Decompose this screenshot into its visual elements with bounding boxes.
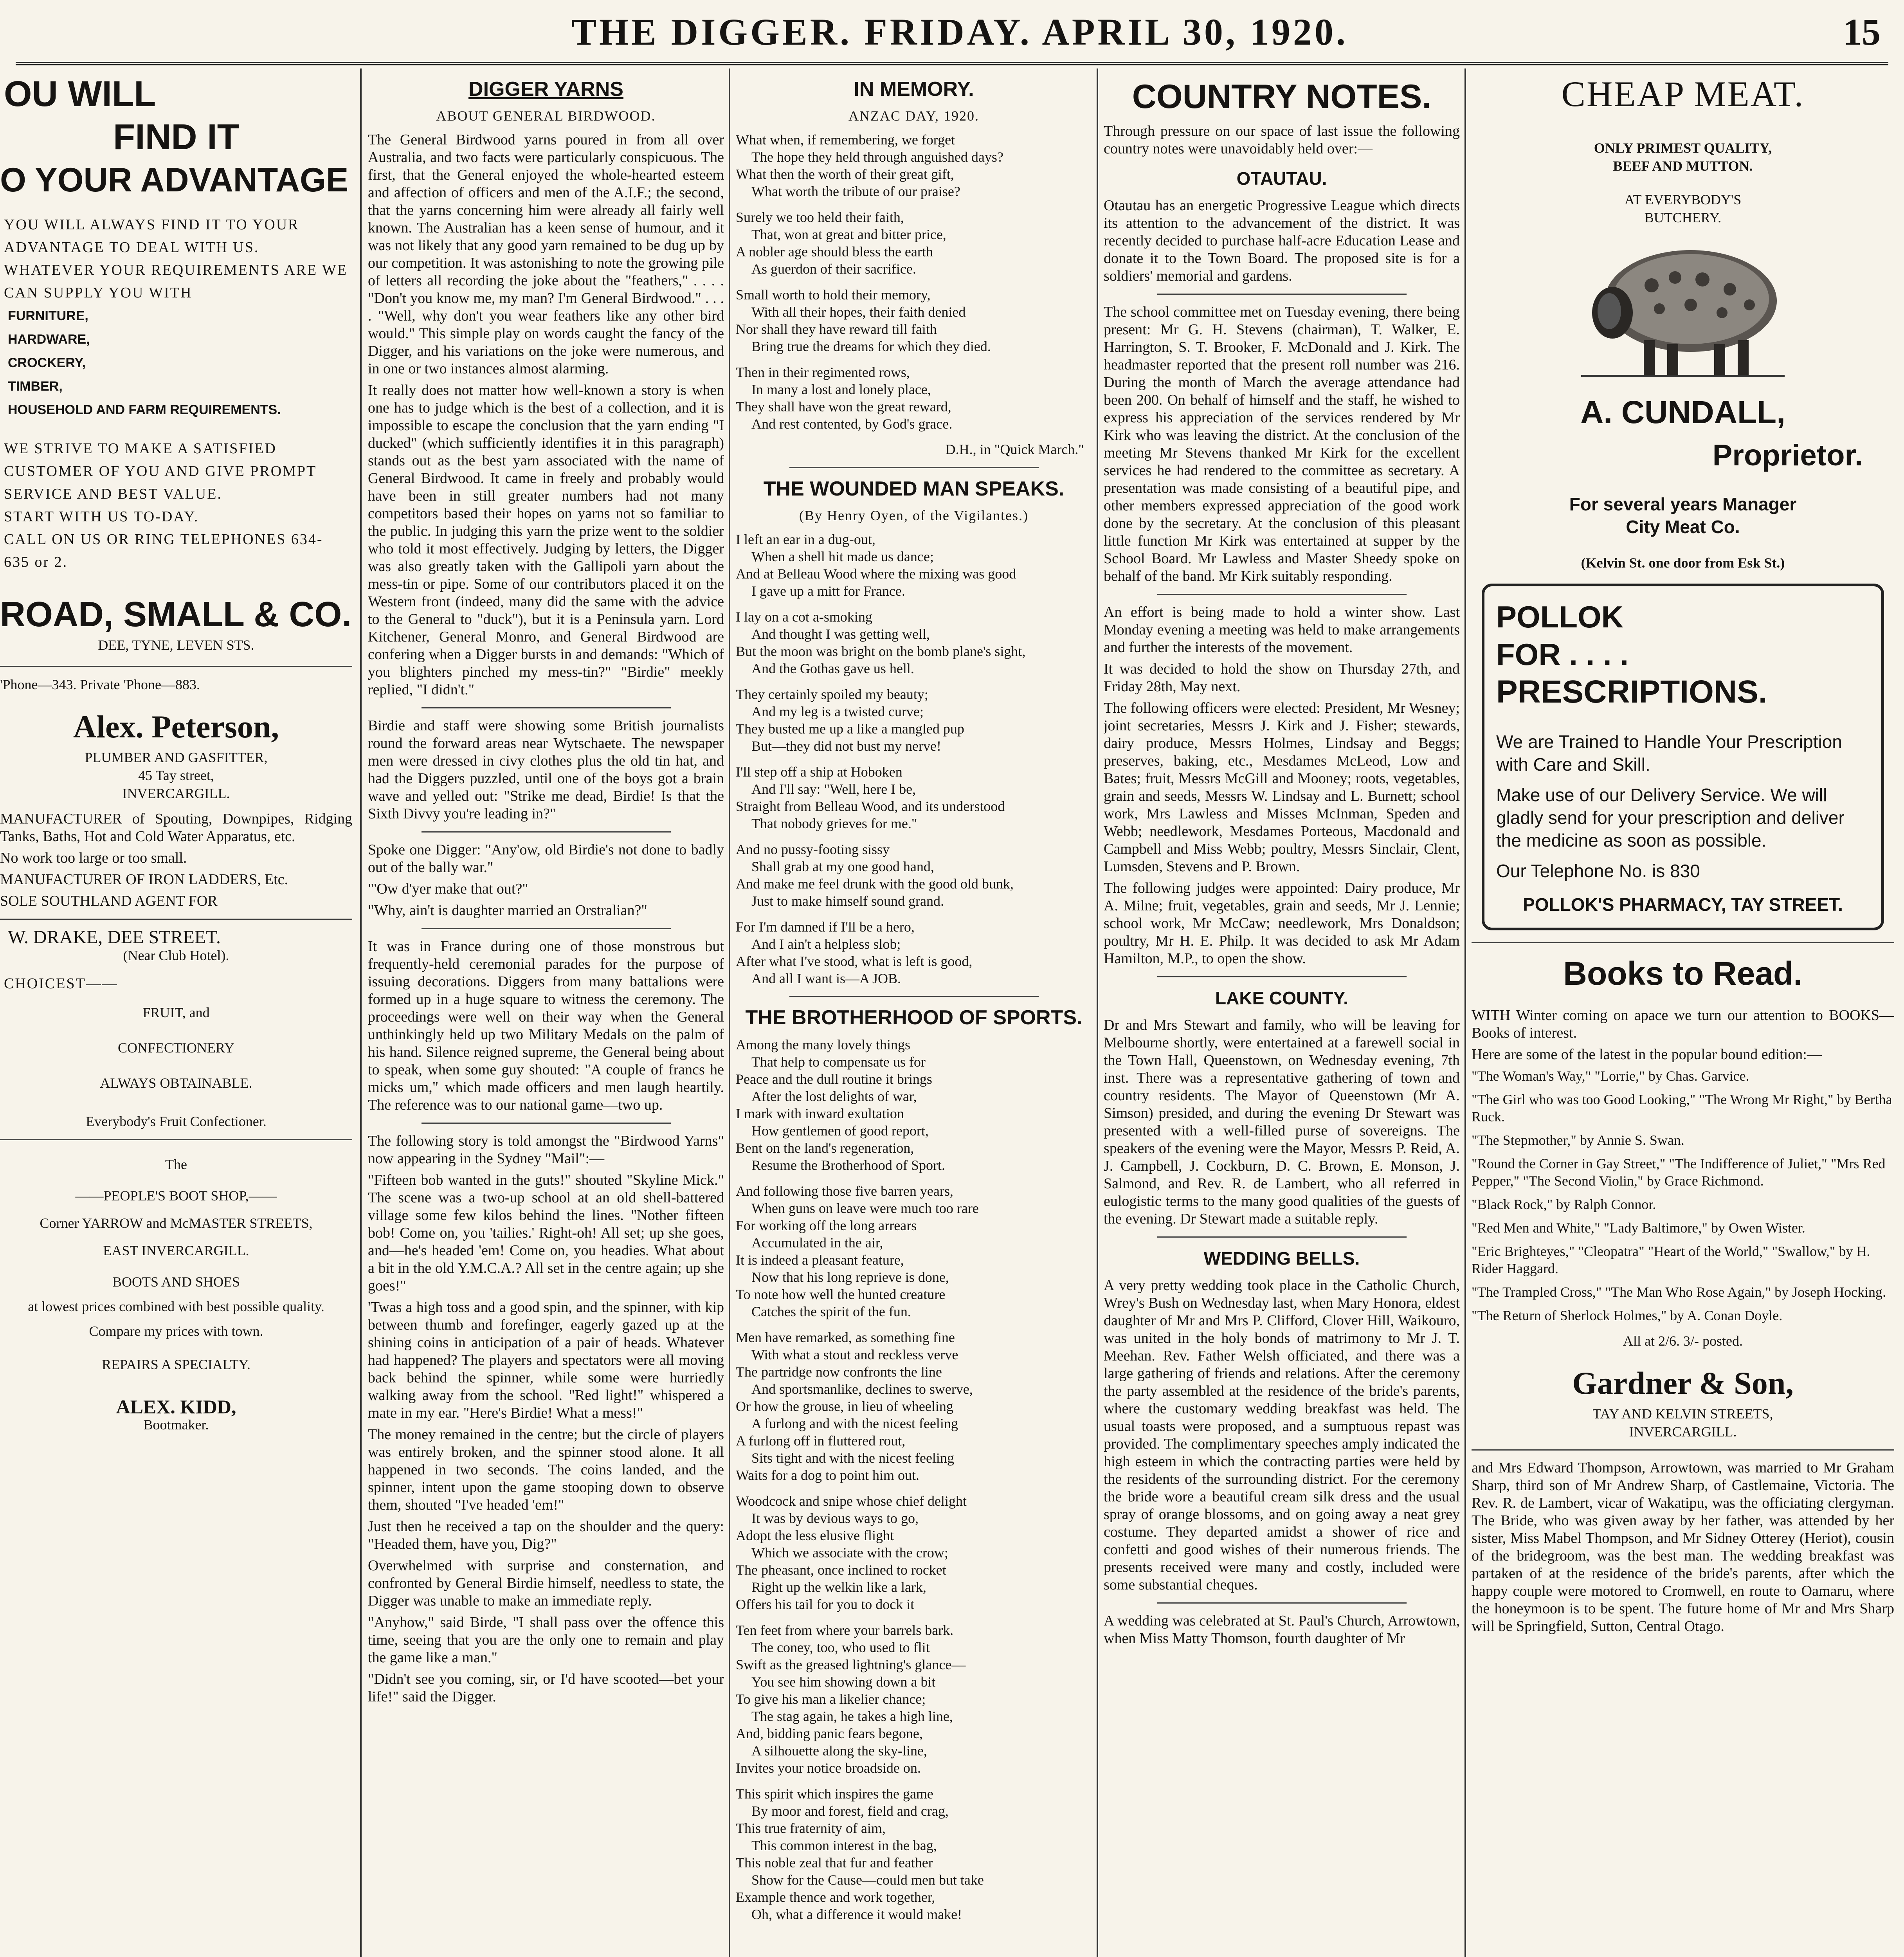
- ad-line: EAST INVERCARGILL.: [103, 1243, 249, 1258]
- ad-line: ONLY PRIMEST QUALITY,: [1594, 140, 1772, 156]
- verse: [736, 531, 1092, 600]
- verse-line: This noble zeal that fur and feather: [736, 1855, 933, 1871]
- book-item: "Red Men and White," "Lady Baltimore," by Owen Wister.: [1472, 1220, 1805, 1236]
- ad-line: Compare my prices with town.: [89, 1323, 263, 1339]
- verse-line: Adopt the less elusive flight: [736, 1528, 894, 1543]
- verse-line: By moor and forest, field and crag,: [751, 1803, 949, 1819]
- article-paragraph: It was in France during one of those monstrous but frequently-held ceremonial parades for the purpose of issuing decorations. Diggers from many battalions were formed up in a huge square to witness the ceremony. The proceedings were well on their way when the General unthinkingly held up two Military Medals on the palm of his hand. Silence reigned supreme, the General being about to speak, when some guy shouted: "A couple of francs he micks um," which made officers and men laugh heartily. The reference was to our national game—two up.: [368, 938, 724, 1113]
- ad-heading: Books to Read.: [1563, 955, 1803, 992]
- verse-line: Woodcock and snipe whose chief delight: [736, 1493, 967, 1509]
- ad-company-name: Gardner & Son,: [1572, 1365, 1794, 1401]
- article-paragraph: "'Ow d'yer make that out?": [368, 881, 528, 897]
- column-rule: [360, 68, 362, 1957]
- ad-line: at lowest prices combined with best possible quality.: [28, 1299, 324, 1314]
- ad-item: FURNITURE,: [8, 308, 88, 323]
- ad-company-name: W. DRAKE, DEE STREET.: [8, 927, 221, 948]
- ad-line: FRUIT, and: [142, 1005, 210, 1020]
- article-paragraph: It was decided to hold the show on Thursday 27th, and Friday 28th, May next.: [1104, 661, 1460, 695]
- verse-line: You see him showing down a bit: [751, 1674, 936, 1690]
- verse-line: Small worth to hold their memory,: [736, 287, 931, 303]
- poem-subtitle: (By Henry Oyen, of the Vigilantes.): [799, 508, 1029, 523]
- verse-line: And the Gothas gave us hell.: [751, 661, 914, 676]
- ad-line: ——PEOPLE'S BOOT SHOP,——: [75, 1188, 277, 1204]
- verse-line: To give his man a likelier chance;: [736, 1691, 926, 1707]
- ad-line: 45 Tay street,: [138, 768, 214, 783]
- verse-line: Oh, what a difference it would make!: [751, 1907, 962, 1922]
- verse-line: They certainly spoiled my beauty;: [736, 687, 928, 702]
- verse-line: To note how well the hunted creature: [736, 1287, 946, 1302]
- verse-line: What then the worth of their great gift,: [736, 166, 954, 182]
- article-paragraph: Otautau has an energetic Progressive League which directs its attention to the advancement of the district. It was recently decided to purchase half-acre Education Lease and donate it to the Town Board. The proposed site is for a soldiers' memorial and gardens.: [1104, 197, 1460, 284]
- verse-line: Among the many lovely things: [736, 1037, 910, 1052]
- verse-line: Waits for a dog to point him out.: [736, 1467, 920, 1483]
- sheep-icon: [1573, 234, 1792, 383]
- verse-line: In many a lost and lonely place,: [751, 382, 931, 397]
- ad-body: Make use of our Delivery Service. We will gladly send for your prescription and deliver the medicine as soon as possible.: [1496, 785, 1845, 851]
- verse: [736, 1329, 1092, 1484]
- verse-line: A silhouette along the sky-line,: [751, 1743, 927, 1759]
- verse-line: Right up the welkin like a lark,: [751, 1579, 926, 1595]
- verse-line: Catches the spirit of the fun.: [751, 1304, 911, 1319]
- ad-heading: CHEAP MEAT.: [1561, 74, 1805, 114]
- ad-role: Proprietor.: [1712, 439, 1863, 472]
- book-item: "The Stepmother," by Annie S. Swan.: [1472, 1132, 1684, 1148]
- article-paragraph: "Anyhow," said Birde, "I shall pass over the offence this time, seeing that you are the only one to remain and play the game like a man.": [368, 1614, 724, 1666]
- ad-line: REPAIRS A SPECIALTY.: [102, 1357, 250, 1372]
- verse: [736, 1622, 1092, 1777]
- verse-line: The stag again, he takes a high line,: [751, 1708, 953, 1724]
- ad-body: WE STRIVE TO MAKE A SATISFIED CUSTOMER OF YOU AND GIVE PROMPT SERVICE AND BEST VALUE.: [4, 440, 317, 502]
- verse-line: And my leg is a twisted curve;: [751, 704, 924, 719]
- article-title: DIGGER YARNS: [468, 78, 623, 101]
- article-paragraph: and Mrs Edward Thompson, Arrowtown, was married to Mr Graham Sharp, third son of Mr Andrew Sharp, of Castlemaine, Victoria. The Rev. R. de Lambert, vicar of Wakatipu, was the officiating clergyman. The Bride, who was given away by her father, was attended by her sister, Miss Mabel Thompson, and Mr Sidney Otterey (Heriot), cousin of the bridegroom, was the best man. The wedding breakfast was partaken of at the residence of the bride's parents, after which the happy couple were motored to Cromwell, en route to Oamaru, where the honeymoon is to be spent. The future home of Mr and Mrs Sharp will be Springfield, Sutton, Central Otago.: [1472, 1460, 1894, 1634]
- poem-in-memory: [736, 131, 1092, 432]
- verse-line: This spirit which inspires the game: [736, 1786, 933, 1802]
- ad-line: The: [165, 1157, 187, 1172]
- article-paragraph: An effort is being made to hold a winter show. Last Monday evening a meeting was held to make arrangements and further the interests of the movement.: [1104, 604, 1460, 656]
- ad-body: Our Telephone No. is 830: [1496, 861, 1700, 881]
- column-rule: [729, 68, 730, 1957]
- verse-line: A furlong and with the nicest feeling: [751, 1416, 958, 1431]
- verse-line: Invites your notice broadside on.: [736, 1760, 921, 1776]
- verse-line: What when, if remembering, we forget: [736, 132, 955, 148]
- verse: [736, 763, 1092, 832]
- verse-line: That help to compensate us for: [751, 1054, 926, 1070]
- verse: [736, 1182, 1092, 1320]
- verse: [736, 364, 1092, 432]
- divider: [789, 467, 1039, 468]
- verse-line: This common interest in the bag,: [751, 1838, 937, 1853]
- verse-line: And sportsmanlike, declines to swerve,: [751, 1381, 973, 1397]
- subsection-title: OTAUTAU.: [1236, 168, 1327, 189]
- ad-address: DEE, TYNE, LEVEN STS.: [98, 637, 254, 653]
- ad-line: For several years Manager: [1569, 494, 1797, 514]
- ad-line: PLUMBER AND GASFITTER,: [85, 750, 268, 765]
- verse-line: When a shell hit made us dance;: [751, 549, 934, 564]
- column-advertisements-left: [0, 68, 352, 1957]
- column-rule: [1464, 68, 1466, 1957]
- verse-line: But the moon was bright on the bomb plane's sight,: [736, 643, 1026, 659]
- ad-heading: POLLOK: [1496, 600, 1623, 634]
- divider: [0, 666, 352, 667]
- divider: [0, 1139, 352, 1140]
- verse-line: Resume the Brotherhood of Sport.: [751, 1157, 945, 1173]
- ad-line: City Meat Co.: [1626, 517, 1740, 537]
- ad-body: YOU WILL ALWAYS FIND IT TO YOUR ADVANTAGE TO DEAL WITH US. WHATEVER YOUR REQUIREMENTS ARE WE CAN SUPPLY YOU WITH: [4, 216, 348, 301]
- verse-line: They shall have won the great reward,: [736, 399, 951, 414]
- poem-title: THE BROTHERHOOD OF SPORTS.: [745, 1006, 1083, 1029]
- ad-body: SOLE SOUTHLAND AGENT FOR: [0, 893, 218, 909]
- ad-phone: 'Phone—343. Private 'Phone—883.: [0, 677, 200, 692]
- road-small-advertisement: [0, 72, 352, 654]
- books-list: [1472, 1067, 1894, 1324]
- column-country-notes: [1104, 68, 1460, 1957]
- verse-line: I lay on a cot a-smoking: [736, 609, 872, 625]
- verse-line: It was by devious ways to go,: [751, 1510, 919, 1526]
- article-paragraph: Dr and Mrs Stewart and family, who will be leaving for Melbourne shortly, were entertained at a farewell social in the Town Hall, Queenstown, on Wednesday evening, 7th inst. There was a representative gathering of town and country residents. The Mayor of Queenstown (Mr A. Simson) presided, and during the evening Dr Stewart was presented with a well-filled purse of sovereigns. The speakers of the evening were the Mayor, Messrs P. Reid, A. J. Campbell, J. Cockburn, D. C. Brown, E. Monson, J. Salmond, and Rev. R. de Lambert, who all referred in eulogistic terms to the many good qualities of the guests of the evening. Dr Stewart made a suitable reply.: [1104, 1017, 1460, 1227]
- verse-line: And make me feel drunk with the good old bunk,: [736, 876, 1014, 892]
- verse-line: I'll step off a ship at Hoboken: [736, 764, 902, 780]
- ad-item: HOUSEHOLD AND FARM REQUIREMENTS.: [8, 402, 281, 417]
- page-number: 15: [1843, 11, 1881, 53]
- column-rule: [1097, 68, 1098, 1957]
- article-paragraph: Overwhelmed with surprise and consternation, and confronted by General Birdie himself, needless to state, the Digger was unable to make an immediate reply.: [368, 1557, 724, 1609]
- verse-line: And thought I was getting well,: [751, 626, 930, 642]
- verse-line: Bring true the dreams for which they died.: [751, 339, 991, 354]
- ad-line: AT EVERYBODY'S: [1624, 192, 1742, 207]
- verse-line: And following those five barren years,: [736, 1183, 953, 1199]
- column-digger-yarns: [368, 68, 724, 1957]
- ad-heading: O YOUR ADVANTAGE: [0, 161, 349, 199]
- ad-line: CHOICEST——: [4, 975, 118, 992]
- article-paragraph: The money remained in the centre; but the circle of players was entirely broken, and the spinner stood alone. It all happened in two seconds. The coins landed, and the spinner, intent upon the game stooping down to observe them, shouted "I've headed 'em!": [368, 1426, 724, 1513]
- ad-line: Everybody's Fruit Confectioner.: [86, 1114, 267, 1129]
- verse: [736, 608, 1092, 677]
- book-item: "The Trampled Cross," "The Man Who Rose Again," by Joseph Hocking.: [1472, 1284, 1886, 1300]
- ad-line: BEEF AND MUTTON.: [1613, 158, 1753, 174]
- verse-line: Offers his tail for you to dock it: [736, 1597, 915, 1612]
- ad-address: INVERCARGILL.: [1629, 1424, 1737, 1440]
- divider: [1157, 1236, 1407, 1238]
- verse-line: They busted me up a like a mangled pup: [736, 721, 964, 737]
- verse-line: The hope they held through anguished days?: [751, 149, 1003, 165]
- ad-heading: FIND IT: [113, 117, 239, 157]
- verse: [736, 841, 1092, 910]
- verse-line: Or how the grouse, in lieu of wheeling: [736, 1398, 953, 1414]
- verse-line: With what a stout and reckless verve: [751, 1347, 958, 1362]
- article-paragraph: The following story is told amongst the "Birdwood Yarns" now appearing in the Sydney "Mail":—: [368, 1133, 724, 1167]
- divider: [789, 996, 1039, 997]
- verse-line: Example thence and work together,: [736, 1889, 935, 1905]
- peterson-advertisement: [0, 676, 352, 910]
- verse-line: Now that his long reprieve is done,: [751, 1269, 949, 1285]
- ad-heading: FOR . . . .: [1496, 637, 1629, 672]
- verse-line: Peace and the dull routine it brings: [736, 1071, 932, 1087]
- divider: [1157, 294, 1407, 295]
- ad-line: (Near Club Hotel).: [123, 948, 229, 963]
- article-paragraph: "Didn't see you coming, sir, or I'd have scooted—bet your life!" said the Digger.: [368, 1671, 724, 1705]
- kidd-advertisement: [0, 1149, 352, 1434]
- divider: [422, 928, 671, 929]
- verse-line: That, won at great and bitter price,: [751, 227, 946, 242]
- ad-line: ALWAYS OBTAINABLE.: [100, 1075, 252, 1091]
- divider: [0, 919, 352, 920]
- poem-title: IN MEMORY.: [854, 78, 974, 101]
- pollok-advertisement: [1482, 584, 1884, 930]
- divider: [1157, 594, 1407, 595]
- ad-body: We are Trained to Handle Your Prescription with Care and Skill.: [1496, 732, 1842, 775]
- verse-line: I gave up a mitt for France.: [751, 583, 905, 599]
- gardner-advertisement: [1472, 952, 1894, 1441]
- verse-line: That nobody grieves for me.": [751, 816, 917, 831]
- verse: [736, 1785, 1092, 1923]
- verse-line: But—they did not bust my nerve!: [751, 738, 941, 754]
- divider: [422, 831, 671, 833]
- ad-address: TAY AND KELVIN STREETS,: [1592, 1406, 1773, 1422]
- verse-line: I mark with inward exultation: [736, 1106, 904, 1121]
- ad-line: BUTCHERY.: [1644, 210, 1722, 225]
- verse-line: And I'll say: "Well, here I be,: [751, 781, 916, 797]
- ad-heading: OU WILL: [4, 74, 156, 114]
- verse-line: It is indeed a pleasant feature,: [736, 1252, 904, 1268]
- verse-line: What worth the tribute of our praise?: [751, 184, 960, 199]
- column-advertisements-right: [1472, 68, 1894, 1957]
- verse-line: A nobler age should bless the earth: [736, 244, 933, 259]
- verse-line: A furlong off in fluttered rout,: [736, 1433, 906, 1449]
- ad-company-name: A. CUNDALL,: [1580, 395, 1785, 430]
- verse: [736, 918, 1092, 987]
- verse: [736, 1036, 1092, 1174]
- verse-line: Which we associate with the crow;: [751, 1545, 948, 1561]
- verse-line: And all I want is—A JOB.: [751, 971, 901, 986]
- verse-line: This true fraternity of aim,: [736, 1820, 886, 1836]
- verse-line: The partridge now confronts the line: [736, 1364, 942, 1380]
- verse: [736, 686, 1092, 755]
- book-item: "Black Rock," by Ralph Connor.: [1472, 1197, 1656, 1212]
- ad-company-name: ROAD, SMALL & CO.: [0, 595, 352, 634]
- verse-line: And rest contented, by God's grace.: [751, 416, 953, 432]
- subsection-title: LAKE COUNTY.: [1215, 988, 1348, 1008]
- article-paragraph: 'Twas a high toss and a good spin, and the spinner, with kip between thumb and forefinger, eagerly gazed up at the shining coins in anticipation of a pair of heads. Whatever had happened? The players and spectators were all moving back behind the spinner, while some were hurriedly walking away from the school. "Red light!" whispered a mate in my ear. "Here's Birdie! What a mess!": [368, 1299, 724, 1421]
- divider: [422, 707, 671, 708]
- book-item: "The Girl who was too Good Looking," "The Wrong Mr Right," by Bertha Ruck.: [1472, 1092, 1892, 1124]
- ad-item: HARDWARE,: [8, 332, 90, 347]
- ad-body: WITH Winter coming on apace we turn our attention to BOOKS—Books of interest.: [1472, 1007, 1894, 1041]
- subsection-title: WEDDING BELLS.: [1203, 1248, 1360, 1269]
- verse-line: The pheasant, once inclined to rocket: [736, 1562, 946, 1578]
- ad-line: BOOTS AND SHOES: [112, 1274, 240, 1290]
- verse-line: Nor shall they have reward till faith: [736, 321, 937, 337]
- divider: [422, 1123, 671, 1124]
- book-item: "The Woman's Way," "Lorrie," by Chas. Garvice.: [1472, 1068, 1749, 1084]
- article-paragraph: The General Birdwood yarns poured in from all over Australia, and two facts were particularly conspicuous. The first, that the General enjoyed the whole-hearted esteem and affection of officers and men of the A.I.F.; the second, that the yarns concerning him were already all fairly well known. The Australian has a keen sense of humour, and it was not likely that any good yarn remained to be dug up by our competition. It was astonishing to note the growing pile of letters all recording the joke about the "feathers," . . . . "Don't you know me, my man? I'm General Birdwood." . . . . "Well, why don't you wear feathers like any other bird would." This simple play on words caught the fancy of the Digger, and his variations on the joke were numerous, and in one or two instances almost alarming.: [368, 132, 724, 377]
- article-subtitle: ABOUT GENERAL BIRDWOOD.: [436, 108, 656, 124]
- cundall-advertisement: [1472, 72, 1894, 572]
- masthead: [16, 3, 1888, 65]
- verse-line: Surely we too held their faith,: [736, 209, 904, 225]
- verse: [736, 131, 1092, 200]
- verse-line: After the lost delights of war,: [751, 1088, 917, 1104]
- verse-line: Ten feet from where your barrels bark.: [736, 1622, 954, 1638]
- article-paragraph: Just then he received a tap on the shoulder and the query: "Headed them, have you, Dig?": [368, 1518, 724, 1552]
- verse-line: Show for the Cause—could men but take: [751, 1872, 984, 1888]
- verse-line: And, bidding panic fears begone,: [736, 1726, 923, 1741]
- verse-line: Shall grab at my one good hand,: [751, 859, 934, 874]
- book-item: "Eric Brighteyes," "Cleopatra" "Heart of the World," "Swallow," by H. Rider Haggard.: [1472, 1243, 1870, 1276]
- ad-signature: POLLOK'S PHARMACY, TAY STREET.: [1523, 894, 1843, 915]
- verse-line: Just to make himself sound grand.: [751, 893, 944, 909]
- ad-line: INVERCARGILL.: [122, 786, 230, 801]
- ad-company-name: ALEX. KIDD,: [116, 1396, 236, 1418]
- verse-line: Swift as the greased lightning's glance—: [736, 1657, 966, 1672]
- divider: [1157, 976, 1407, 977]
- verse-line: And I ain't a helpless slob;: [751, 936, 901, 952]
- article-paragraph: The school committee met on Tuesday evening, there being present: Mr G. H. Stevens (chairman), T. Walker, E. Harrington, S. T. Brooker, F. McDonald and J. Kirk. The headmaster reported that the present roll number was 216. During the month of March the average attendance had been 200. On behalf of himself and the staff, he wished to express his appreciation of the services rendered by Mr Kirk who was leaving the district. At the conclusion of the meeting Mr Stevens thanked Mr Kirk for the excellent services he had rendered to the committee as secretary. A presentation was made consisting of a beautiful pipe, and other members expressed appreciation of the good work done by the secretary. At the conclusion of this pleasant little function Mr Kirk was entertained at supper by the School Board. Mr Lawless and Master Sheedy spoke on behalf of the band. Mr Kirk suitably responding.: [1104, 304, 1460, 584]
- poem-title: THE WOUNDED MAN SPEAKS.: [763, 478, 1065, 500]
- ad-line: Corner YARROW and McMASTER STREETS,: [40, 1215, 313, 1231]
- divider: [1472, 1449, 1894, 1451]
- article-paragraph: The following judges were appointed: Dairy produce, Mr A. Milne; fruit, vegetables, grain and seeds, Mr J. Lennie; school work, Mr McCaw; needlework, Mrs Donaldson; poultry, Mr H. E. Philp. It was decided to ask Mr Adam Hamilton, M.P., to open the show.: [1104, 880, 1460, 967]
- ad-item: CROCKERY,: [8, 355, 86, 370]
- poem-brotherhood-of-sports: [736, 1036, 1092, 1923]
- ad-body: START WITH US TO-DAY.: [4, 508, 199, 525]
- ad-line: CONFECTIONERY: [117, 1040, 235, 1056]
- article-paragraph: "Fifteen bob wanted in the guts!" shouted "Skyline Mick." The scene was a two-up school at an old shell-battered village some few kilos behind the lines. "Nother fifteen bob! Come on, you 'tailies.' Right-oh! All set; up she goes, and—he's headed 'em! Come on, you headies. What about a bit in the old Y.M.C.A.? All set in the centre again; up she goes!": [368, 1172, 724, 1294]
- verse-line: Bent on the land's regeneration,: [736, 1140, 914, 1156]
- divider: [1157, 1602, 1407, 1604]
- ad-body: MANUFACTURER OF IRON LADDERS, Etc.: [0, 871, 288, 888]
- verse-line: Men have remarked, as something fine: [736, 1330, 955, 1345]
- section-intro: Through pressure on our space of last issue the following country notes were unavoidably held over:—: [1104, 123, 1460, 157]
- ad-item: TIMBER,: [8, 379, 63, 394]
- verse-line: The coney, too, who used to flit: [751, 1640, 930, 1655]
- ad-heading: PRESCRIPTIONS.: [1496, 674, 1767, 710]
- masthead-title: THE DIGGER. FRIDAY. APRIL 30, 1920.: [571, 11, 1348, 53]
- book-item: "Round the Corner in Gay Street," "The Indifference of Juliet," "Mrs Red Pepper," "The Second Violin," by Grace Richmond.: [1472, 1156, 1886, 1189]
- book-item: "The Return of Sherlock Holmes," by A. Conan Doyle.: [1472, 1308, 1783, 1323]
- ad-body: MANUFACTURER of Spouting, Downpipes, Ridging Tanks, Baths, Hot and Cold Water Apparatus, etc.: [0, 811, 352, 845]
- verse-line: I left an ear in a dug-out,: [736, 532, 875, 547]
- ad-address: (Kelvin St. one door from Esk St.): [1581, 555, 1785, 571]
- ad-body: Here are some of the latest in the popular bound edition:—: [1472, 1046, 1822, 1063]
- article-paragraph: It really does not matter how well-known a story is when one has to judge which is the best of a collection, and it is impossible to escape the conclusion that the yarn ending "I ducked" (which sufficiently identifies it in this paragraph) stands out as the best yarn associated with the name of General Birdwood. It came in freely and probably would have been in still greater numbers had not many competitors based their hopes on yarns not so familiar to the public. In judging this yarn the prize went to the soldier who told it most effectively. Judging by letters, the Digger was also greatly taken with the Gallipoli yarn about the mess-tin or pipe. Some of our contributors placed it on the Western front (indeed, many did the same with the advice to the General to "duck"), but it is a Peninsula yarn. Lord Kitchener, General Monro, and General Birdwood are confering when a Digger bursts in and demands: "Which of you blighters pinched my mess-tin?" "Birdie" meekly replied, "I didn't.": [368, 382, 724, 698]
- verse: [736, 1492, 1092, 1613]
- poem-signature: D.H., in "Quick March.": [945, 441, 1084, 457]
- article-paragraph: A very pretty wedding took place in the Catholic Church, Wrey's Bush on Wednesday last, when Mary Honora, eldest daughter of Mr and Mrs P. Clifford, Clover Hill, Waikouro, was united in the holy bonds of matrimony to Mr J. T. Meehan. Rev. Father Welsh officiated, and there was a large gathering of friends and relations. After the ceremony the party assembled at the residence of the bride's parents, where the customary wedding breakfast was held. The usual toasts were proposed, and a sumptuous repast was provided. The complimentary speeches amply indicated the high esteem in which the contracting parties were held by the residents of the surrounding district. For the ceremony the bride wore a beautiful cream silk dress and the usual spray of orange blossoms, and on going away a neat grey costume. They departed amidst a shower of rice and confetti and good wishes of their numerous friends. The presents received were many and costly, included were some substantial cheques.: [1104, 1277, 1460, 1593]
- verse: [736, 209, 1092, 278]
- column-poems: [736, 68, 1092, 1957]
- article-paragraph: Birdie and staff were showing some British journalists round the forward areas near Wytschaete. The newspaper men were dressed in civy clothes plus the old tin hat, and had the Diggers puzzled, until one of the boys got a brain wave and yelled out: "Strike me dead, Birdie! Is that the Sixth Divvy you're leading in?": [368, 717, 724, 822]
- ad-company-name: Alex. Peterson,: [73, 709, 279, 744]
- verse-line: After what I've stood, what is left is good,: [736, 953, 973, 969]
- verse-line: And no pussy-footing sissy: [736, 842, 890, 857]
- drake-advertisement: [0, 928, 352, 1130]
- article-paragraph: "Why, ain't is daughter married an Orstralian?": [368, 902, 647, 919]
- article-paragraph: A wedding was celebrated at St. Paul's Church, Arrowtown, when Miss Matty Thomson, fourth daughter of Mr: [1104, 1613, 1460, 1647]
- article-paragraph: Spoke one Digger: "Any'ow, old Birdie's not done to badly out of the bally war.": [368, 842, 724, 876]
- ad-body: CALL ON US OR RING TELEPHONES 634-635 or 2.: [4, 531, 323, 570]
- verse-line: Then in their regimented rows,: [736, 364, 910, 380]
- verse-line: For I'm damned if I'll be a hero,: [736, 919, 915, 935]
- section-title: COUNTRY NOTES.: [1132, 78, 1432, 115]
- ad-price: All at 2/6. 3/- posted.: [1623, 1333, 1743, 1349]
- verse-line: How gentlemen of good report,: [751, 1123, 929, 1139]
- verse: [736, 286, 1092, 355]
- verse-line: With all their hopes, their faith denied: [751, 304, 966, 320]
- divider: [1472, 942, 1894, 943]
- verse-line: And at Belleau Wood where the mixing was good: [736, 566, 1016, 582]
- verse-line: Straight from Belleau Wood, and its understood: [736, 798, 1005, 814]
- poem-wounded-man: [736, 531, 1092, 987]
- verse-line: When guns on leave were much too rare: [751, 1200, 979, 1216]
- verse-line: As guerdon of their sacrifice.: [751, 261, 916, 277]
- verse-line: Accumulated in the air,: [751, 1235, 883, 1251]
- ad-body: No work too large or too small.: [0, 850, 187, 866]
- article-paragraph: The following officers were elected: President, Mr Wesney; joint secretaries, Messrs J. Kirk and J. Fisher; stewards, dairy produce, Messrs Holmes, Lindsay and Beggs; preserves, baking, etc., Mesdames McLeod, Low and Bates; fruit, Messrs McGill and Mooney; roots, vegetables, grain and seeds, Messrs W. Lindsay and L. Burnett; school work, Mrs Lawless and Misses McInman, Speden and Webb; needlework, Mesdames Porteous, Macdonald and Campbell and Miss Webb; poultry, Messrs Sinclair, Clent, Lumsden, Stevens and P. Brown.: [1104, 700, 1460, 875]
- verse-line: Sits tight and with the nicest feeling: [751, 1450, 954, 1466]
- poem-subtitle: ANZAC DAY, 1920.: [848, 108, 980, 124]
- ad-line: Bootmaker.: [143, 1417, 209, 1433]
- verse-line: For working off the long arrears: [736, 1218, 917, 1233]
